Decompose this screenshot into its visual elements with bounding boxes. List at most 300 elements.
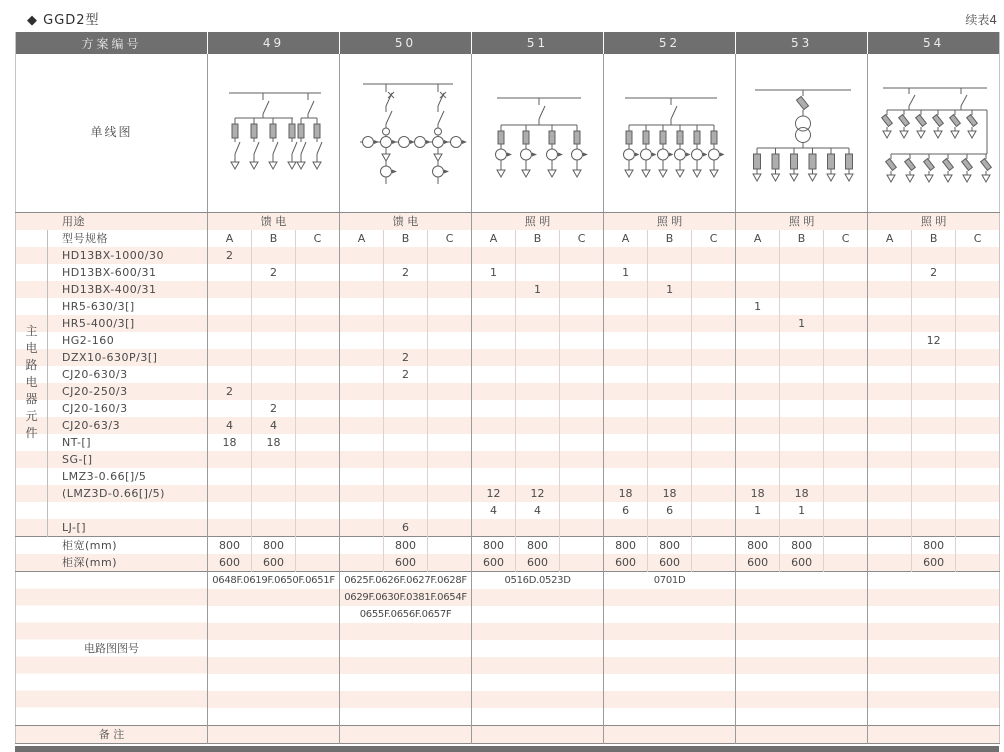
component-value [780, 366, 824, 383]
component-value [604, 281, 648, 298]
dimension-value [868, 536, 912, 554]
scheme-number: 51 [472, 32, 604, 54]
circuit-number [736, 623, 868, 640]
component-value [252, 366, 296, 383]
component-row [16, 281, 1000, 298]
sub-column-header: C [560, 230, 604, 247]
component-value [868, 383, 912, 400]
component-value [868, 502, 912, 519]
component-label: HD13BX-400/31 [48, 281, 208, 298]
component-value: 1 [648, 281, 692, 298]
component-value [956, 366, 1000, 383]
component-value [692, 281, 736, 298]
component-value [604, 349, 648, 366]
component-value [780, 434, 824, 451]
component-value [516, 349, 560, 366]
dimension-value: 800 [472, 536, 516, 554]
dimension-value: 600 [648, 554, 692, 572]
group-label-char: 电 [25, 341, 38, 355]
component-value [692, 519, 736, 537]
component-value [692, 417, 736, 434]
component-label: DZX10-630P/3[] [48, 349, 208, 366]
remarks-value [208, 725, 340, 743]
component-value [428, 434, 472, 451]
component-value [868, 417, 912, 434]
component-value [956, 400, 1000, 417]
dimension-value: 600 [736, 554, 780, 572]
circuit-number [208, 657, 340, 674]
component-value [868, 451, 912, 468]
circuit-number [340, 623, 472, 640]
circuit-number [472, 708, 604, 726]
dimension-value: 600 [516, 554, 560, 572]
component-value [340, 417, 384, 434]
component-value [824, 247, 868, 264]
component-value [648, 451, 692, 468]
component-value: 1 [780, 502, 824, 519]
usage-value: 照 明 [472, 212, 604, 230]
sub-column-header: A [340, 230, 384, 247]
component-value [824, 519, 868, 537]
component-value [648, 315, 692, 332]
component-row [16, 502, 1000, 519]
circuit-number [868, 606, 1000, 623]
component-label: (LMZ3D-0.66[]/5) [48, 485, 208, 502]
dimension-value: 800 [780, 536, 824, 554]
component-label [48, 502, 208, 519]
circuit-number [604, 606, 736, 623]
component-value [956, 468, 1000, 485]
circuit-number [604, 708, 736, 726]
component-value [736, 451, 780, 468]
circuit-number: 0655F.0656F.0657F [340, 606, 472, 623]
component-value: 18 [780, 485, 824, 502]
remarks-value [736, 725, 868, 743]
component-value: 1 [516, 281, 560, 298]
component-value [824, 349, 868, 366]
component-value [472, 247, 516, 264]
component-value [472, 349, 516, 366]
component-value [428, 366, 472, 383]
component-value [340, 366, 384, 383]
component-value [560, 417, 604, 434]
dimension-value [560, 536, 604, 554]
circuit-number [340, 674, 472, 691]
dimension-value [868, 554, 912, 572]
component-value [208, 264, 252, 281]
component-value [692, 247, 736, 264]
component-value [384, 468, 428, 485]
sub-column-header: A [208, 230, 252, 247]
circuit-number [208, 589, 340, 606]
component-value: 6 [648, 502, 692, 519]
component-value [296, 434, 340, 451]
component-label: SG-[] [48, 451, 208, 468]
component-value [340, 519, 384, 537]
component-value: 2 [384, 264, 428, 281]
component-value [780, 519, 824, 537]
component-value [868, 298, 912, 315]
component-value [824, 502, 868, 519]
component-value [384, 332, 428, 349]
component-value [252, 247, 296, 264]
circuit-number [208, 623, 340, 640]
component-value [780, 281, 824, 298]
component-value [252, 281, 296, 298]
component-value [296, 383, 340, 400]
component-value: 6 [384, 519, 428, 537]
component-value [296, 485, 340, 502]
component-value [780, 332, 824, 349]
component-value: 4 [252, 417, 296, 434]
component-value [516, 400, 560, 417]
component-label: CJ20-63/3 [48, 417, 208, 434]
component-row [16, 519, 1000, 537]
component-value [516, 298, 560, 315]
component-value [692, 468, 736, 485]
diagram-cell-51 [472, 54, 604, 212]
circuit-number [604, 657, 736, 674]
component-value [296, 400, 340, 417]
component-value [604, 468, 648, 485]
component-value [340, 502, 384, 519]
component-value [780, 417, 824, 434]
component-value [912, 366, 956, 383]
component-value: 18 [604, 485, 648, 502]
component-value: 4 [516, 502, 560, 519]
component-value [296, 298, 340, 315]
circuit-number: 0625F.0626F.0627F.0628F [340, 571, 472, 589]
component-value: 6 [604, 502, 648, 519]
component-value [604, 417, 648, 434]
component-value [208, 468, 252, 485]
component-value [692, 332, 736, 349]
component-row [16, 247, 1000, 264]
component-value [560, 434, 604, 451]
component-value [868, 434, 912, 451]
component-row [16, 468, 1000, 485]
usage-value: 照 明 [604, 212, 736, 230]
sub-column-header: C [428, 230, 472, 247]
component-value: 1 [736, 502, 780, 519]
diagram-cell-54 [868, 54, 1000, 212]
component-value [956, 247, 1000, 264]
component-label: CJ20-630/3 [48, 366, 208, 383]
component-value [296, 349, 340, 366]
usage-label: 用途 [16, 212, 208, 230]
component-value [604, 451, 648, 468]
component-row [16, 451, 1000, 468]
dimension-value [296, 536, 340, 554]
component-value [472, 383, 516, 400]
component-value [208, 366, 252, 383]
component-value [956, 519, 1000, 537]
circuit-number [208, 691, 340, 708]
component-value [692, 349, 736, 366]
component-value [736, 366, 780, 383]
component-value [428, 502, 472, 519]
component-value [296, 417, 340, 434]
spec-table [15, 32, 1000, 744]
component-value [384, 315, 428, 332]
component-value [956, 417, 1000, 434]
component-value [472, 468, 516, 485]
component-row [16, 400, 1000, 417]
component-value [516, 332, 560, 349]
component-value [516, 315, 560, 332]
circuit-number: 0629F.0630F.0381F.0654F [340, 589, 472, 606]
component-value [604, 366, 648, 383]
dimension-value [560, 554, 604, 572]
sub-column-header: C [692, 230, 736, 247]
dimension-value: 800 [384, 536, 428, 554]
circuit-number: 0648F.0619F.0650F.0651F [208, 571, 340, 589]
component-value [648, 264, 692, 281]
component-value [516, 417, 560, 434]
page [15, 0, 1001, 752]
circuit-number [868, 657, 1000, 674]
component-value [252, 298, 296, 315]
component-value [516, 434, 560, 451]
remarks-value [604, 725, 736, 743]
component-value [340, 315, 384, 332]
component-value: 4 [208, 417, 252, 434]
group-label-char: 件 [25, 426, 38, 440]
sub-column-header: B [780, 230, 824, 247]
dimension-value: 600 [780, 554, 824, 572]
sub-column-header: B [252, 230, 296, 247]
component-value [384, 485, 428, 502]
component-value: 18 [208, 434, 252, 451]
circuit-number: 0516D.0523D [472, 571, 604, 589]
scheme-number: 52 [604, 32, 736, 54]
component-row [16, 349, 1000, 366]
diagram-cell-49 [208, 54, 340, 212]
component-value [516, 383, 560, 400]
component-value: 2 [384, 349, 428, 366]
component-value [736, 383, 780, 400]
usage-row [16, 212, 1000, 230]
component-value [560, 468, 604, 485]
component-value [648, 349, 692, 366]
component-value [340, 383, 384, 400]
dimension-value: 800 [736, 536, 780, 554]
component-value [472, 519, 516, 537]
circuit-section-label: 电路图图号 [16, 571, 208, 725]
component-value [824, 281, 868, 298]
component-value [208, 315, 252, 332]
component-value [868, 468, 912, 485]
component-value [428, 451, 472, 468]
component-value [824, 366, 868, 383]
component-value [208, 332, 252, 349]
component-value [252, 468, 296, 485]
component-label: HR5-630/3[] [48, 298, 208, 315]
component-value [780, 298, 824, 315]
component-value [956, 502, 1000, 519]
component-value [648, 366, 692, 383]
component-value [648, 434, 692, 451]
component-value: 1 [604, 264, 648, 281]
component-value [912, 485, 956, 502]
component-value [208, 519, 252, 537]
component-value [604, 434, 648, 451]
component-value [384, 247, 428, 264]
sub-column-header: C [296, 230, 340, 247]
usage-value: 照 明 [868, 212, 1000, 230]
circuit-number [868, 589, 1000, 606]
component-value [648, 247, 692, 264]
component-value [912, 434, 956, 451]
circuit-number [736, 674, 868, 691]
component-value [296, 247, 340, 264]
component-value [428, 417, 472, 434]
component-value [428, 349, 472, 366]
component-value [516, 468, 560, 485]
component-value [428, 468, 472, 485]
component-value [736, 332, 780, 349]
component-value: 1 [472, 264, 516, 281]
scheme-header-row [16, 32, 1000, 54]
scheme-header-label: 方案编号 [16, 32, 208, 54]
component-value [780, 383, 824, 400]
component-value [428, 485, 472, 502]
component-label: LJ-[] [48, 519, 208, 537]
component-value: 1 [780, 315, 824, 332]
component-value [252, 332, 296, 349]
circuit-number [604, 623, 736, 640]
dimension-value: 600 [208, 554, 252, 572]
diagram-row [16, 54, 1000, 212]
component-value [692, 502, 736, 519]
component-value [340, 451, 384, 468]
component-value [868, 281, 912, 298]
component-value [208, 400, 252, 417]
component-value [560, 502, 604, 519]
sub-column-header: A [868, 230, 912, 247]
component-row [16, 434, 1000, 451]
component-value [648, 332, 692, 349]
cabinet-width-row [16, 536, 1000, 554]
component-value: 4 [472, 502, 516, 519]
circuit-number: 0701D [604, 571, 736, 589]
component-row [16, 383, 1000, 400]
component-value [428, 264, 472, 281]
circuit-number [604, 640, 736, 657]
component-value [780, 451, 824, 468]
component-value [736, 519, 780, 537]
component-value [340, 332, 384, 349]
component-value [956, 264, 1000, 281]
component-value [340, 298, 384, 315]
component-label: NT-[] [48, 434, 208, 451]
component-value: 18 [648, 485, 692, 502]
component-row [16, 264, 1000, 281]
circuit-number [736, 589, 868, 606]
component-value [560, 281, 604, 298]
circuit-number [868, 674, 1000, 691]
component-value [604, 298, 648, 315]
single-line-diagram-52 [605, 58, 735, 208]
component-value [648, 468, 692, 485]
component-value [780, 468, 824, 485]
dimension-value: 800 [912, 536, 956, 554]
component-value [428, 247, 472, 264]
component-value [516, 247, 560, 264]
component-label: LMZ3-0.66[]/5 [48, 468, 208, 485]
component-value [560, 264, 604, 281]
circuit-number [340, 640, 472, 657]
component-value: 12 [516, 485, 560, 502]
spec-header-label: 型号规格 [48, 230, 208, 247]
dimension-value: 600 [604, 554, 648, 572]
bottom-bar [15, 746, 999, 752]
component-value [252, 485, 296, 502]
cabinet-depth-row [16, 554, 1000, 572]
component-value [560, 247, 604, 264]
dimension-value: 600 [252, 554, 296, 572]
component-value [648, 400, 692, 417]
circuit-number [736, 657, 868, 674]
component-value [736, 349, 780, 366]
component-value [208, 298, 252, 315]
component-value: 2 [912, 264, 956, 281]
sub-column-header: B [516, 230, 560, 247]
component-value [780, 400, 824, 417]
component-value [956, 434, 1000, 451]
usage-value: 馈 电 [208, 212, 340, 230]
group-label-char: 电 [25, 375, 38, 389]
component-value [692, 485, 736, 502]
component-value: 2 [208, 247, 252, 264]
component-value [428, 383, 472, 400]
scheme-number: 53 [736, 32, 868, 54]
circuit-number [604, 674, 736, 691]
component-value [956, 315, 1000, 332]
scheme-number: 49 [208, 32, 340, 54]
circuit-number [208, 708, 340, 726]
component-value [384, 417, 428, 434]
component-value [472, 400, 516, 417]
component-value [472, 366, 516, 383]
usage-value: 馈 电 [340, 212, 472, 230]
component-value [824, 434, 868, 451]
circuit-number [472, 657, 604, 674]
main-circuit-group-label [16, 230, 48, 537]
cabinet-width-row-label: 柜宽(mm) [16, 536, 208, 554]
component-value [252, 519, 296, 537]
sub-column-header: A [604, 230, 648, 247]
component-value [296, 366, 340, 383]
component-value [296, 451, 340, 468]
component-value [472, 332, 516, 349]
diagram-cell-53 [736, 54, 868, 212]
dimension-value: 600 [912, 554, 956, 572]
component-value [912, 502, 956, 519]
component-value [780, 247, 824, 264]
component-value [296, 502, 340, 519]
component-value [208, 281, 252, 298]
component-value [560, 315, 604, 332]
component-value [824, 315, 868, 332]
dimension-value [692, 554, 736, 572]
scheme-number: 54 [868, 32, 1000, 54]
component-value [384, 281, 428, 298]
component-value [472, 451, 516, 468]
component-row [16, 366, 1000, 383]
component-value [560, 349, 604, 366]
single-line-diagram-51 [473, 58, 603, 208]
